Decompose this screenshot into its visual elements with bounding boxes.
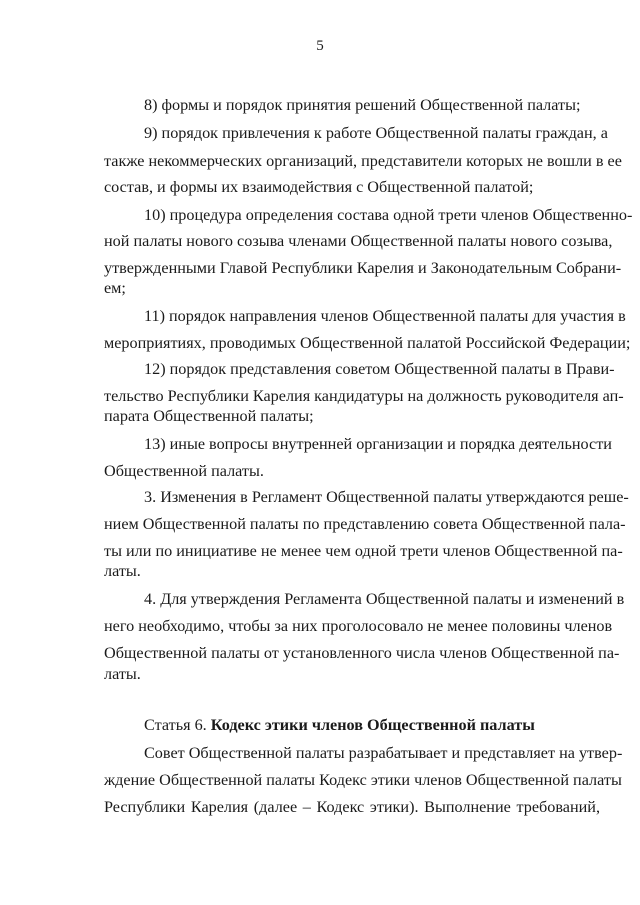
article-heading-prefix: Статья 6. <box>144 716 211 734</box>
list-item-10-line-2: ной палаты нового созыва членами Общественной палаты нового созыва, <box>104 232 613 250</box>
clause-3-line-4: латы. <box>104 562 141 580</box>
list-item-9-line-3: состав, и формы их взаимодействия с Общественной палатой; <box>104 178 534 196</box>
list-item-12-line-1: 12) порядок представления советом Общественной палаты в Прави- <box>144 360 615 378</box>
page-number: 5 <box>316 38 324 54</box>
list-item-12-line-3: парата Общественной палаты; <box>104 407 314 425</box>
list-item-10-line-4: ем; <box>104 279 126 297</box>
article-6-line-2: ждение Общественной палаты Кодекс этики членов Общественной палаты <box>104 771 622 789</box>
list-item-9-line-2: также некоммерческих организаций, представители которых не вошли в ее <box>104 152 622 170</box>
clause-3-line-3: ты или по инициативе не менее чем одной трети членов Общественной па- <box>104 542 623 560</box>
list-item-11-line-2: мероприятиях, проводимых Общественной палатой Российской Федерации; <box>104 334 631 352</box>
list-item-13-line-1: 13) иные вопросы внутренней организации и порядка деятельности <box>144 435 612 453</box>
clause-4-line-3: Общественной палаты от установленного числа членов Общественной па- <box>104 644 620 662</box>
clause-4-line-4: латы. <box>104 665 141 683</box>
article-heading-title: Кодекс этики членов Общественной палаты <box>210 716 535 734</box>
clause-4-line-1: 4. Для утверждения Регламента Общественной палаты и изменений в <box>144 590 625 608</box>
list-item-9-line-1: 9) порядок привлечения к работе Общественной палаты граждан, а <box>144 124 608 142</box>
list-item-12-line-2: тельство Республики Карелия кандидатуры на должность руководителя ап- <box>104 387 624 405</box>
clause-4-line-2: него необходимо, чтобы за них проголосовало не менее половины членов <box>104 617 613 635</box>
article-6-line-1: Совет Общественной палаты разрабатывает и представляет на утвер- <box>144 744 623 762</box>
list-item-13-line-2: Общественной палаты. <box>104 462 264 480</box>
article-6-line-3: Республики Карелия (далее – Кодекс этики). Выполнение требований, <box>104 798 600 816</box>
clause-3-line-2: нием Общественной палаты по представлению совета Общественной пала- <box>104 515 626 533</box>
clause-3-line-1: 3. Изменения в Регламент Общественной палаты утверждаются реше- <box>144 488 629 506</box>
list-item-10-line-1: 10) процедура определения состава одной трети членов Общественно- <box>144 206 633 224</box>
list-item-8: 8) формы и порядок принятия решений Общественной палаты; <box>144 96 581 114</box>
list-item-10-line-3: утвержденными Главой Республики Карелия и Законодательным Собрани- <box>104 259 622 277</box>
list-item-11-line-1: 11) порядок направления членов Общественной палаты для участия в <box>144 307 626 325</box>
article-heading <box>144 715 600 735</box>
